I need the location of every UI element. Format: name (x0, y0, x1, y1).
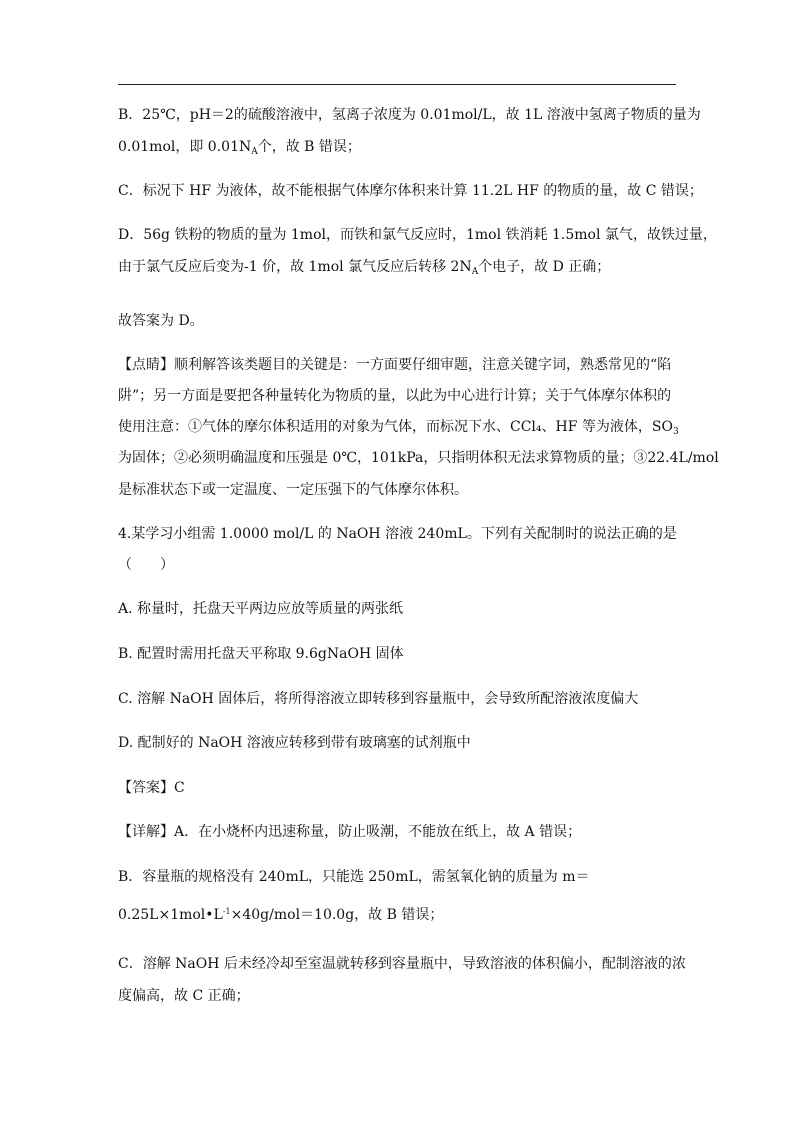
text: 个，故 B 错误； (257, 139, 361, 155)
header-rule (118, 84, 676, 85)
question-stem-line2: （ ） (118, 557, 174, 573)
question-stem-line1: 4.某学习小组需 1.0000 mol/L 的 NaOH 溶液 240mL。下列有关配制时的说法正确的是 (118, 526, 677, 542)
dianjing-line3 (118, 418, 679, 441)
text: 0.01mol，即 0.01N (118, 139, 252, 155)
dianjing-line4: 为固体；②必须明确温度和压强是 0℃，101kPa，只指明体积无法求算物质的量；③22.4L/mol (118, 450, 719, 466)
explanation-d-line1 (118, 226, 717, 244)
text: D．56g 铁粉的物质的量为 1mol，而铁和氯气反应时，1mol 铁消耗 1.5mol 氯气，故铁过量， (118, 227, 717, 243)
detail-b-line2 (118, 903, 443, 924)
text: ×40g/mol＝10.0g，故 B 错误； (230, 907, 444, 923)
text: 个电子，故 D 正确； (478, 259, 611, 275)
answer: 【答案】C (118, 780, 185, 796)
conclusion: 故答案为 D。 (118, 313, 204, 329)
text: 0.25L×1mol•L (118, 907, 223, 923)
dianjing-line2: 阱”；另一方面是要把各种量转化为物质的量，以此为中心进行计算；关于气体摩尔体积的 (118, 388, 672, 404)
subscript: A (251, 147, 258, 157)
option-a: A. 称量时，托盘天平两边应放等质量的两张纸 (118, 601, 404, 617)
detail-c-line2: 度偏高，故 C 正确； (118, 988, 250, 1004)
text: 由于氯气反应后变为-1 价，故 1mol 氯气反应后转移 2N (118, 259, 472, 275)
text: 使用注意：①气体的摩尔体积适用的对象为气体，而标况下水、CCl₄、HF 等为液体，SO (118, 419, 673, 435)
detail-a: 【详解】A．在小烧杯内迅速称量，防止吸潮，不能放在纸上，故 A 错误； (118, 824, 582, 840)
detail-c-line1: C．溶解 NaOH 后未经冷却至室温就转移到容量瓶中，导致溶液的体积偏小，配制溶液的浓 (118, 956, 686, 972)
option-c: C. 溶解 NaOH 固体后，将所得溶液立即转移到容量瓶中，会导致所配溶液浓度偏大 (118, 691, 639, 707)
explanation-c: C．标况下 HF 为液体，故不能根据气体摩尔体积来计算 11.2L HF 的物质的量，故 C 错误； (118, 183, 703, 199)
option-d: D. 配制好的 NaOH 溶液应转移到带有玻璃塞的试剂瓶中 (118, 735, 471, 751)
subscript: A (471, 267, 479, 277)
explanation-d-line2 (118, 258, 610, 281)
dianjing-line5: 是标准状态下或一定温度、一定压强下的气体摩尔体积。 (118, 482, 468, 498)
explanation-b-line2 (118, 138, 361, 161)
explanation-b-line1 (118, 106, 701, 124)
detail-b-line1: B．容量瓶的规格没有 240mL，只能选 250mL，需氢氧化钠的质量为 m＝ (118, 869, 590, 885)
option-b: B. 配置时需用托盘天平称取 9.6gNaOH 固体 (118, 646, 404, 662)
text: B．25℃，pH＝2的硫酸溶液中，氢离子浓度为 0.01mol/L，故 1L 溶液中氢离子物质的量为 (118, 107, 701, 123)
subscript: 3 (672, 427, 679, 437)
dianjing-line1: 【点睛】顺利解答该类题目的关键是：一方面要仔细审题，注意关键字词，熟悉常见的“陷 (118, 357, 672, 373)
superscript: -1 (222, 907, 231, 916)
